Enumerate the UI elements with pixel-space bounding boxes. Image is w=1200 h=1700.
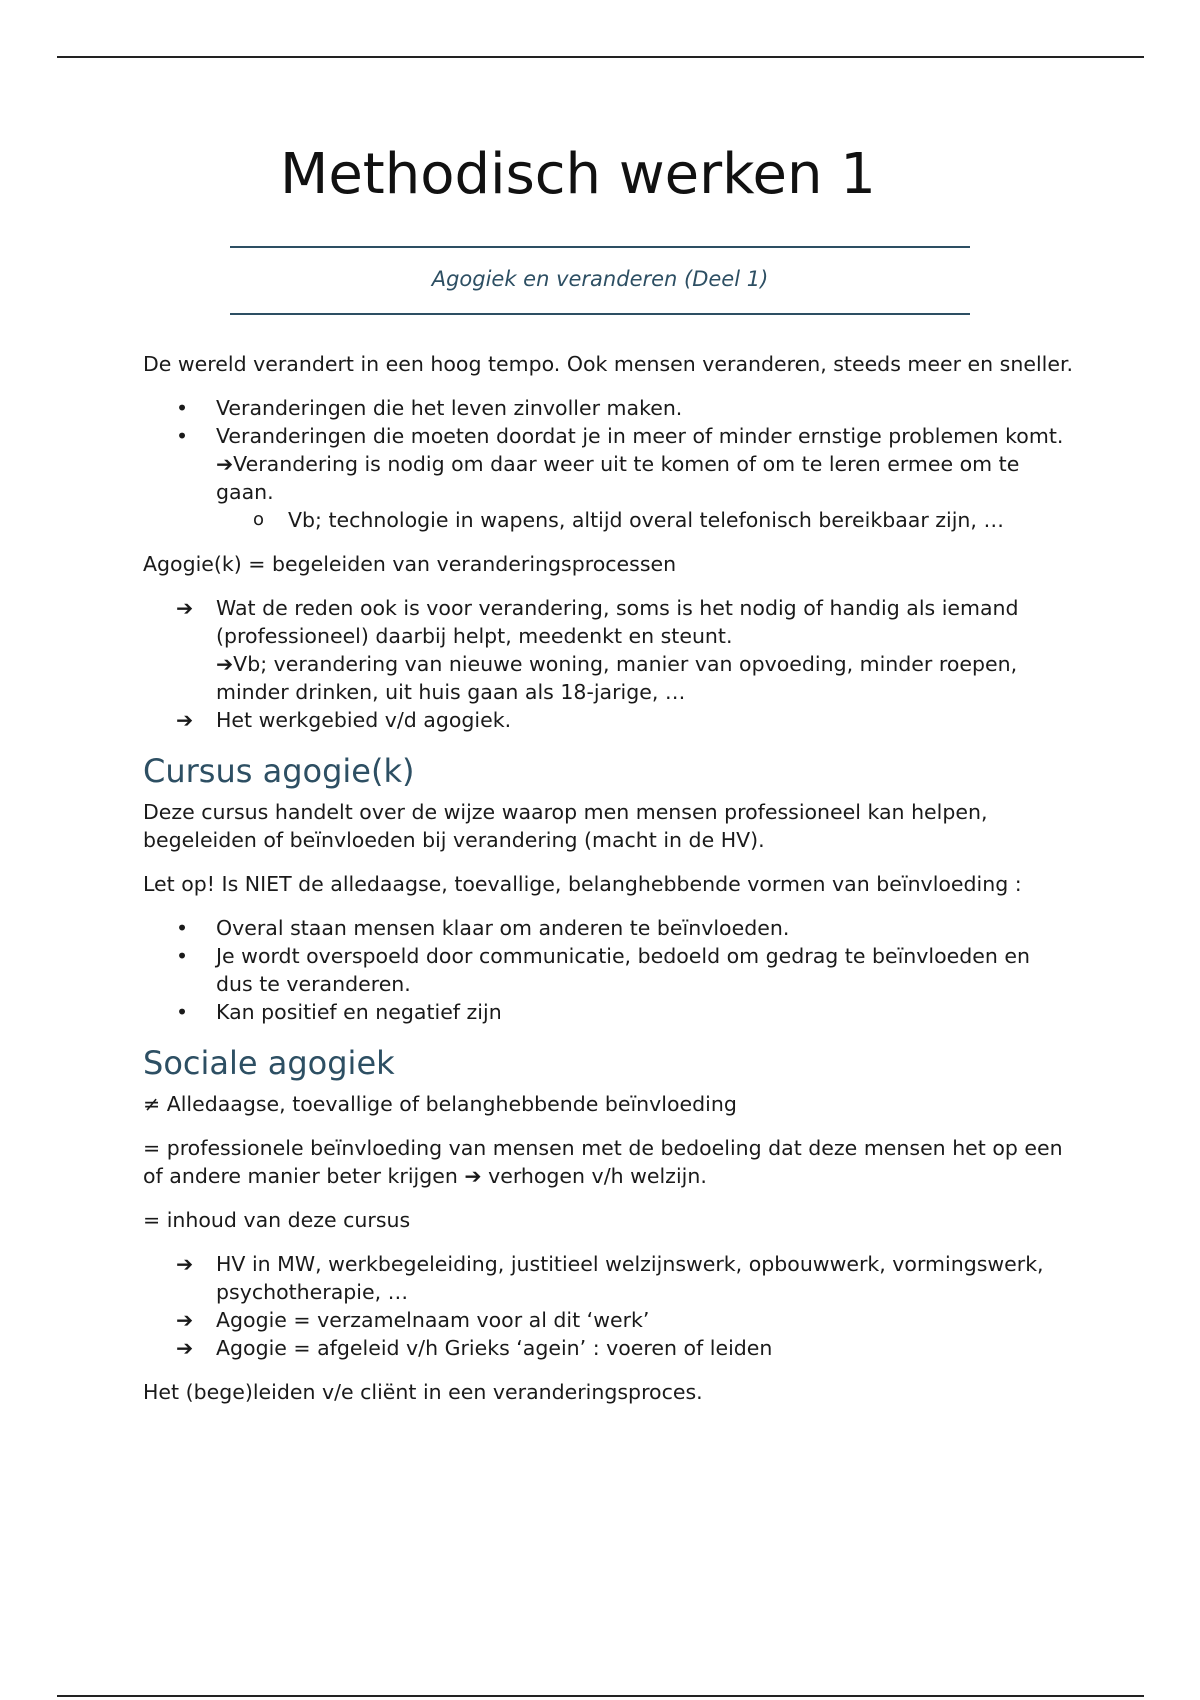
- cursus-bullet-list: [143, 914, 1073, 1026]
- arrow-example: ➔Vb; verandering van nieuwe woning, manier van opvoeding, minder roepen, minder drinken, uit huis gaan als 18-jarige, …: [216, 652, 1018, 704]
- cursus-paragraph: Deze cursus handelt over de wijze waarop men mensen professioneel kan helpen, begeleiden of beïnvloeden bij verandering (macht in de HV).: [143, 800, 988, 852]
- cursus-note: Let op! Is NIET de alledaagse, toevallige, belanghebbende vormen van beïnvloeding :: [143, 872, 1022, 896]
- list-item: ➔ Wat de reden ook is voor verandering, soms is het nodig of handig als iemand (professioneel) daarbij helpt, meedenkt en steunt. ➔Vb; verandering van nieuwe woning, manier van opvoeding, minder roepen, minder drinken, uit huis gaan als 18-jarige, …: [176, 596, 1019, 704]
- intro-bullet-list: [143, 394, 1073, 534]
- intro-paragraph: De wereld verandert in een hoog tempo. Ook mensen veranderen, steeds meer en sneller.: [143, 352, 1074, 376]
- subtitle-bottom-rule: [230, 313, 970, 315]
- list-item: • Veranderingen die het leven zinvoller maken.: [176, 396, 683, 420]
- list-item: ➔ HV in MW, werkbegeleiding, justitieel welzijnswerk, opbouwwerk, vormingswerk, psychotherapie, …: [176, 1252, 1044, 1304]
- section-heading-cursus: Cursus agogie(k): [143, 752, 415, 790]
- arrow-icon: ➔: [176, 596, 194, 620]
- document-subtitle: Agogiek en veranderen (Deel 1): [431, 267, 769, 291]
- definition-paragraph: Agogie(k) = begeleiden van veranderingsprocessen: [143, 552, 677, 576]
- bullet-icon: •: [176, 916, 189, 940]
- arrow-icon: ➔: [176, 1336, 194, 1360]
- subtitle-top-rule: [230, 246, 970, 248]
- list-item: ➔ Agogie = afgeleid v/h Grieks ‘agein’ : voeren of leiden: [176, 1336, 773, 1360]
- bullet-icon: •: [176, 1000, 189, 1024]
- list-item: • Je wordt overspoeld door communicatie, bedoeld om gedrag te beïnvloeden en dus te veranderen.: [176, 944, 1030, 996]
- list-item: ➔ Agogie = verzamelnaam voor al dit ‘werk’: [176, 1308, 650, 1332]
- list-item: • Kan positief en negatief zijn: [176, 1000, 502, 1024]
- header-rule: [57, 56, 1144, 58]
- sociale-arrow-list: [143, 1250, 1073, 1362]
- arrow-note: ➔Verandering is nodig om daar weer uit te komen of om te leren ermee om te gaan.: [216, 452, 1020, 504]
- arrow-icon: ➔: [176, 1252, 194, 1276]
- footer-rule: [57, 1695, 1144, 1697]
- sociale-paragraph-3: = inhoud van deze cursus: [143, 1208, 411, 1232]
- definition-arrow-list: [143, 594, 1073, 734]
- bullet-icon: •: [176, 396, 189, 420]
- list-item: • Veranderingen die moeten doordat je in meer of minder ernstige problemen komt. ➔Verandering is nodig om daar weer uit te komen of om te leren ermee om te gaan.: [176, 424, 1064, 504]
- section-heading-sociale: Sociale agogiek: [143, 1044, 395, 1082]
- document-body: [143, 350, 1073, 1422]
- list-item: • Overal staan mensen klaar om anderen te beïnvloeden.: [176, 916, 790, 940]
- closing-paragraph: Het (bege)leiden v/e cliënt in een veranderingsproces.: [143, 1380, 703, 1404]
- bullet-icon: •: [176, 944, 189, 968]
- arrow-icon: ➔: [176, 708, 194, 732]
- bullet-icon: •: [176, 424, 189, 448]
- document-title: Methodisch werken 1: [280, 142, 876, 207]
- sociale-paragraph-1: ≠ Alledaagse, toevallige of belanghebbende beïnvloeding: [143, 1092, 737, 1116]
- circle-bullet-icon: o: [253, 509, 265, 530]
- list-item: o Vb; technologie in wapens, altijd overal telefonisch bereikbaar zijn, …: [253, 508, 1004, 532]
- sociale-paragraph-2: = professionele beïnvloeding van mensen met de bedoeling dat deze mensen het op een of andere manier beter krijgen ➔ verhogen v/h welzijn.: [143, 1136, 1063, 1188]
- list-item: ➔ Het werkgebied v/d agogiek.: [176, 708, 512, 732]
- arrow-icon: ➔: [176, 1308, 194, 1332]
